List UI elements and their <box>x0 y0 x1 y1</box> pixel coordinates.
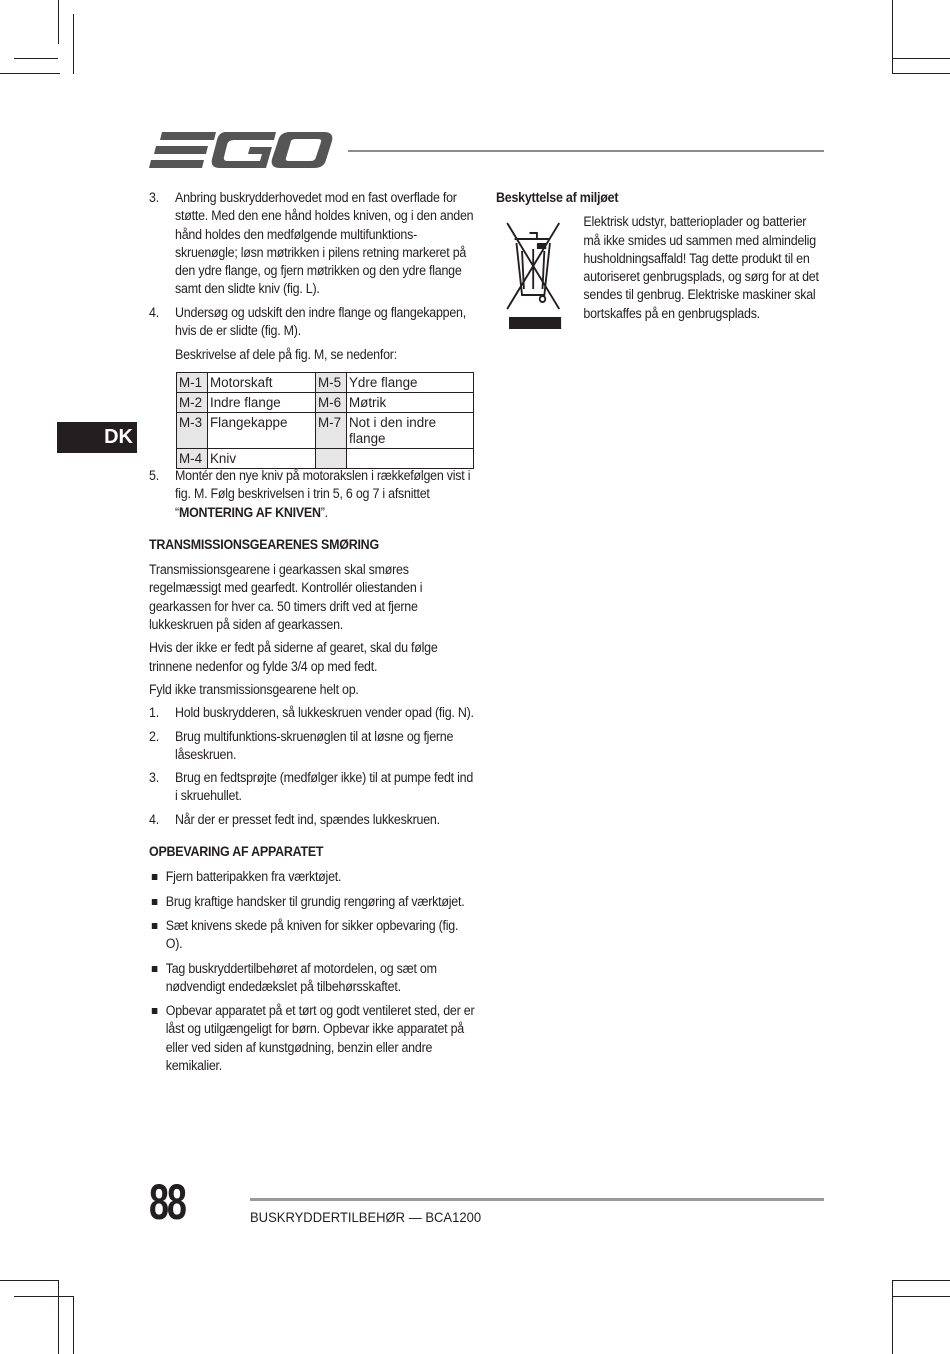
environment-text: Elektrisk udstyr, batterioplader og batterier må ikke smides ud sammen med almindelig husholdningsaffald! Tag dette produkt til en autoriseret genbrugsplads, og sørg for at det sendes til genbrug. Elektriske maskiner skal bortskaffes på en genbrugsplads. <box>583 214 819 321</box>
bullet-square-icon <box>152 874 158 880</box>
bullet-text: Sæt knivens skede på kniven for sikker opbevaring (fig. O). <box>165 917 459 952</box>
step-number: 4. <box>149 811 159 827</box>
list-item <box>149 960 476 997</box>
crop-mark <box>58 0 59 44</box>
bullet-text: Tag buskryddertilbehøret af motordelen, og sæt om nødvendigt endedækslet på tilbehørsskaftet. <box>165 960 437 994</box>
crop-mark <box>14 1296 74 1297</box>
bullet-text: Brug kraftige handsker til grundig rengøring af værktøjet. <box>165 893 465 909</box>
bullet-square-icon <box>152 966 158 972</box>
list-item <box>149 704 476 722</box>
bullet-square-icon <box>152 1008 158 1014</box>
step-text: Brug en fedtsprøjte (medfølger ikke) til at pumpe fedt ind i skruehullet. <box>175 770 474 804</box>
bullet-square-icon <box>152 923 158 929</box>
list-item <box>149 1002 476 1075</box>
step-number: 2. <box>149 728 159 744</box>
part-code: M-6 <box>316 393 347 413</box>
part-code: M-3 <box>177 413 208 449</box>
part-code: M-4 <box>177 449 208 469</box>
list-item <box>149 811 476 829</box>
crop-mark <box>892 73 950 74</box>
list-item <box>149 917 476 954</box>
crop-mark <box>892 1280 893 1354</box>
table-row <box>177 449 474 469</box>
section-heading: OPBEVARING AF APPARATET <box>149 844 324 860</box>
step-text-end: ”. <box>320 504 328 520</box>
step-text: Brug multifunktions-skruenøglen til at løsne og fjerne låseskruen. <box>175 728 454 762</box>
crop-mark <box>892 1280 950 1281</box>
paragraph: Transmissionsgearene i gearkassen skal smøres regelmæssigt med gearfedt. Kontrollér oliestanden i gearkassen for hver ca. 50 timers drift ved at fjerne lukkeskruen på siden af gearkassen. <box>149 562 423 633</box>
step-text: Når der er presset fedt ind, spændes lukkeskruen. <box>175 811 440 827</box>
ego-logo-mark <box>148 128 333 172</box>
part-name <box>347 449 474 469</box>
environment-block <box>496 213 826 323</box>
part-code: M-5 <box>316 373 347 393</box>
page-number: 88 <box>149 1174 185 1230</box>
crop-mark <box>73 14 74 74</box>
crop-mark <box>892 0 893 74</box>
crop-mark <box>0 1280 58 1281</box>
footer-rule <box>250 1198 824 1201</box>
step-text: Undersøg og udskift den indre flange og flangekappen, hvis de er slidte (fig. M). <box>175 304 466 339</box>
crop-mark <box>14 58 58 59</box>
bullet-square-icon <box>152 899 158 905</box>
footer-title: BUSKRYDDERTILBEHØR — BCA1200 <box>250 1209 482 1225</box>
section-reference: MONTERING AF KNIVEN <box>178 504 321 520</box>
part-name: Møtrik <box>347 393 474 413</box>
step-text: Anbring buskrydderhovedet mod en fast overflade for støtte. Med den ene hånd holdes kniven, og i den anden hånd holdes den medfølgende multifunktions-skruenøgle; løsn møtrikken i pilens retning markeret på den ydre flange, og fjern møtrikken og den ydre flange samt den slidte kniv (fig. L). <box>175 190 474 297</box>
part-name: Flangekappe <box>208 413 316 449</box>
step-text: Hold buskrydderen, så lukkeskruen vender opad (fig. N). <box>175 705 474 721</box>
list-item <box>149 304 476 341</box>
table-row <box>177 413 474 449</box>
left-column <box>149 189 476 365</box>
list-item <box>149 868 476 886</box>
part-code: M-2 <box>177 393 208 413</box>
step-number: 5. <box>149 468 159 483</box>
step-number: 3. <box>149 190 159 205</box>
part-code <box>316 449 347 469</box>
ego-logo <box>148 128 333 172</box>
crop-mark <box>892 1296 950 1297</box>
step-number: 1. <box>149 705 159 721</box>
language-tab: DK <box>57 422 137 453</box>
part-name: Not i den indre flange <box>347 413 474 449</box>
part-name: Indre flange <box>208 393 316 413</box>
header-rule <box>348 150 824 152</box>
step-text: Montér den nye kniv på motorakslen i rækkefølgen vist i fig. M. Følg beskrivelsen i trin 5, 6 og 7 i afsnittet “ <box>175 468 471 520</box>
left-column-lower <box>149 467 476 1081</box>
part-name: Ydre flange <box>347 373 474 393</box>
crop-mark <box>0 73 60 74</box>
list-item <box>149 893 476 911</box>
list-item <box>149 769 476 806</box>
bullet-text: Fjern batteripakken fra værktøjet. <box>165 869 342 885</box>
crop-mark <box>892 58 950 59</box>
weee-crossed-bin-icon <box>502 217 565 329</box>
part-name: Motorskaft <box>208 373 316 393</box>
section-heading: Beskyttelse af miljøet <box>496 190 619 205</box>
bullet-text: Opbevar apparatet på et tørt og godt ventileret sted, der er låst og utilgængeligt for børn. Opbevar ikke apparatet på eller ved siden af kunstgødning, benzin eller andre kemikalier. <box>165 1003 475 1074</box>
crop-mark <box>58 1280 59 1354</box>
step-number: 3. <box>149 770 159 786</box>
list-item <box>149 189 476 299</box>
part-name: Kniv <box>208 449 316 469</box>
table-row <box>177 393 474 413</box>
paragraph: Fyld ikke transmissionsgearene helt op. <box>149 681 359 697</box>
section-heading: TRANSMISSIONSGEARENES SMØRING <box>149 536 379 552</box>
paragraph: Hvis der ikke er fedt på siderne af gearet, skal du følge trinnene nedenfor og fylde 3/4 op med fedt. <box>149 640 438 674</box>
list-item <box>149 467 476 522</box>
parts-table <box>176 372 474 469</box>
crop-mark <box>73 1296 74 1354</box>
part-code: M-1 <box>177 373 208 393</box>
part-code: M-7 <box>316 413 347 449</box>
right-column <box>496 189 826 323</box>
step-number: 4. <box>149 304 159 320</box>
table-row <box>177 373 474 393</box>
parts-caption: Beskrivelse af dele på fig. M, se nedenfor: <box>175 347 397 363</box>
list-item <box>149 728 476 765</box>
